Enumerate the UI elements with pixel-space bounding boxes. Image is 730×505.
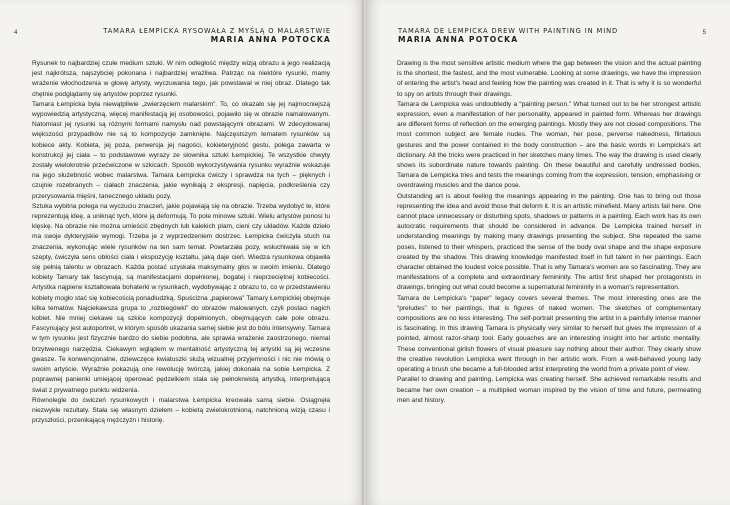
right-paragraph: Drawing is the most sensitive artistic medium where the gap between the vision and the actual painting is the shortest, the fastest, and the most vulnerable. Looking at some drawings, we have the impression of entering the artist's head and feeling how the painting was created in it. That is why it is so wonderful to spy on artists through their drawings. [397, 60, 701, 98]
right-page-author: MARIA ANNA POTOCKA [398, 35, 519, 45]
right-page-header [398, 28, 618, 45]
left-page-body [32, 59, 330, 426]
right-paragraph: Tamara de Lempicka was undoubtedly a “painting person.” What turned out to be her strongest artistic expression, even a manifestation of her personality, appeared in painted form. Whereas her drawings are different forms of reflection on the emerging paintings. Mostly they are not closed compositions. The most common subject are female nudes. The woman, her pose, perverse nakedness, flirtatious gestures and the power contained in the body construction – are the basic words in Lempicka's art dictionary. All the tricks were practiced in her sketches many times. The way the drawing is used clearly shows its subordinate nature towards painting. On these beautiful and carefully undressed bodies, Tamara de Lempicka tries and tests the meanings coming from the expression, tension, emphasising or overdrawing muscles and the dance pose. [397, 100, 701, 190]
left-paragraph: Rysunek to najbardziej czułe medium sztuki. W nim odległość między wizją obrazu a jego realizacją jest najkrótsza, najszybciej pokonana i najbardziej wrażliwa. Patrząc na niektóre rysunki, mamy wrażenie włochodzenia w głowę artysty, wyczuwania tego, jak powstawał w niej obraz. Dlatego tak chętnie podglądamy się artystów poprzez rysunki. [32, 60, 330, 98]
left-page-header [103, 28, 331, 45]
left-paragraph: Tamara Łempicka była niewątpliwie „zwierzęciem malarskim”. To, co okazało się jej najmocniejszą wypowiedzią artystyczną, więcej manifestacją jej osobowości, pojawiło się w obrazie namalowanym. Natomiast jej rysunki są różnymi formami namysłu nad powstającymi obrazami. W zdecydowanej większości przypadków nie są to kompozycje zamknięte. Najczęstszym tematem rysunków są kobiece akty. Kobieta, jej poza, perwersja jej nagości, kokieteryjność gestu, połega zawarta w konstrukcji jej ciała – to podstawowe wyrazy ze słownika sztuki Łempickiej. Te wszystkie chwyty zostały wielokrotnie przećwiczone w szkicach. Sposób wykorzystywania rysunku wyraźnie wskazuje na jego służebność wobec malarstwa. Tamara Łempicka ćwiczy i sprawdza na tych – pięknych i czujnie rozebranych – ciałach znaczenia, jakie wynikają z ekspresji, napięcia, podkreślenia czy przerysowania mięśni, tanecznego układu pozy. [32, 100, 330, 200]
left-page [0, 0, 364, 505]
left-paragraph: Równolegle do ćwiczeń rysunkowych i malarstwa Łempicka kreowała samą siebie. Osiągnęła niezwykłe rezultaty. Stała się własnym dziełem – kobietą zwielokrotnioną, natchnioną wizją czasu i przyszłości, przenikającą mężczyzn i historię. [32, 396, 330, 425]
right-page [366, 0, 730, 505]
left-page-title: TAMARA ŁEMPICKA RYSOWAŁA Z MYŚLĄ O MALARSTWIE [103, 27, 331, 35]
right-paragraph: Outstanding art is about feeling the meanings appearing in the painting. One has to bring out those representing the idea and avoid those that deform it. It is an artistic minefield. Many artists fail here. One cannot place unnecessary or disturbing spots, shadows or patterns in a painting. Each work has its own autocratic requirements that should be considered in advance. De Lempicka trained herself in understanding meanings by making many drawings presenting the subject. She repeated the same poses, listened to their whispers, practiced the sense of the body oval shape and the shape exposure created by the shadow. This drawing knowledge manifested itself in full talent in her paintings. Each character obtained the loudest voice possible. That is why Tamara's women are so fascinating. They are manifestations of a complete and extraordinary femininity. The artist first shaped her protagonists in drawings, bringing out what could become a supernatural femininity in a woman's representation. [397, 192, 701, 292]
right-page-title: TAMARA DE LEMPICKA DREW WITH PAINTING IN MIND [398, 27, 619, 35]
right-paragraph: Tamara de Lempicka's “paper” legacy covers several themes. The most interesting ones are the “preludes” to her paintings, that is figures of naked women. The sketches of complementary compositions are no less interesting. The self-portrait presenting the artist in a painfully intense manner is fascinating. In this drawing Tamara is physically very similar to herself but gives the impression of a pointed, almost razor-sharp tool. Early gouaches are an interesting insight into her artistic mentality. These conventional girlish flowers of visual pleasure say nothing about their author. They clearly show the creative revolution Lempicka went through in her artistic work. From a well-behaved young lady operating a brush she became a full-blooded artist interpreting the world from a private point of view. [397, 294, 701, 374]
left-page-author: MARIA ANNA POTOCKA [210, 35, 331, 45]
right-page-number: 5 [702, 30, 706, 36]
right-paragraph: Parallel to drawing and painting, Lempicka was creating herself. She achieved remarkable results and became her own creation – a multiplied woman inspired by the vision of time and future, permeating men and history. [397, 376, 701, 404]
left-paragraph: Sztuka wybitna polega na wyczuciu znaczeń, jakie pojawiają się na obrazie. Trzeba wydobyć te, które reprezentują ideę, a uniknąć tych, które ją deformują. To pole minowe sztuki. Wielu artystów ponosi tu klęskę. Na obrazie nie można umieścić zbędnych lub kalekich plam, cieni czy układów. Każde dzieło ma swoje dykteryjskie wymogi. Trzeba je z wyprzedzeniem dostrzec. Łempicka ćwiczyła stuch na znaczenia, wykonując wiele rysunków na ten sam temat. Powtarzała pozy, wsłuchiwała się w ich szepty, ćwiczyła sens obłości ciała i ekspozycję kształtu, jaką daje cień. Wiedza rysunkowa objawiła się pełnią talentu w obrazach. Każda postać uzyskała maksymalny głos w swoim imieniu. Dlatego kobiety Tamary tak fascynują, są manifestacjami dopełnionej, bogatej i nieprzeciętnej kobiecości. Artystka najpierw kształtowała bohaterki w rysunkach, wydobywając z obrazu to, co w przedstawieniu kobiety mogło stać się kobiecością ponadludzką. Spuścizna „papierowa” Tamary Łempickiej obejmuje kilka tematów. Najciekawsza grupa to „rozbiegówki” do obrazów malowanych, czyli postaci nagich kobiet. Nie mniej ciekawe są szkice kompozycji dopełnionych, obejmujących całe pole obrazu. Fascynujący jest autoportret, w którym sposób ukazania samej siebie jest do bólu intensywny. Tamara w tym rysunku jest fizycznie bardzo do siebie podobna, ale sprawia wrażenie zaostrzonego, niemal brzytwenego narzędzia. Ciekawym wglądem w mentalność artystyczną tej artystki są jej wczesne gwasze. Te konwencjonalne, dziewczęce kwiatuszki służą wizualnej przyjemności i nic nie mówią o swoim artyście. Wyraźnie pokazują one rewolucję twórczą, jakiej dokonała na sobie Łempicka. Z poprawnej panienki umiejącej operować pędzelkiem stała się pełnokrwistą artystką, interpretującą świat z prywatnego punktu widzenia. [32, 202, 330, 394]
left-page-number: 4 [14, 30, 18, 36]
right-page-body [397, 59, 701, 406]
